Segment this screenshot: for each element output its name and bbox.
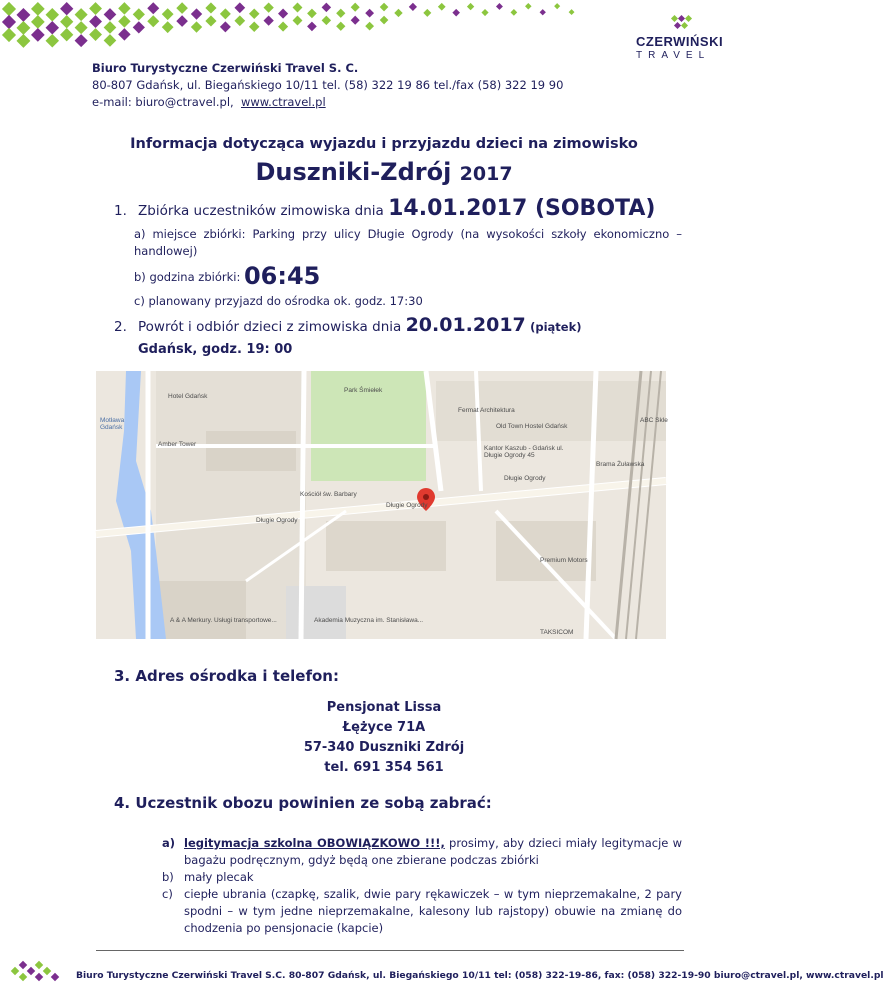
decorative-diamond — [89, 28, 102, 41]
decorative-diamond — [2, 2, 16, 16]
decorative-diamond — [511, 9, 518, 16]
map-label-akademia: Akademia Muzyczna im. Stanisława... — [314, 617, 424, 624]
decorative-diamond — [380, 3, 389, 12]
logo-diamond-icon — [662, 14, 702, 34]
decorative-diamond — [176, 2, 188, 14]
decorative-diamond — [104, 8, 117, 21]
decorative-diamond — [263, 15, 273, 25]
decorative-diamond — [351, 3, 360, 12]
section-3-heading: 3. Adres ośrodka i telefon: — [114, 667, 339, 685]
decorative-diamond — [46, 21, 60, 35]
list-item — [162, 869, 682, 886]
decorative-diamond — [394, 9, 402, 17]
meeting-point-map[interactable] — [96, 371, 666, 639]
decorative-diamond — [46, 34, 60, 48]
decorative-diamond — [46, 8, 60, 22]
decorative-diamond — [307, 9, 317, 19]
decorative-diamond — [2, 28, 16, 42]
resort-address — [0, 698, 768, 778]
decorative-diamond — [452, 9, 460, 17]
map-label-premium: Premium Motors — [540, 557, 588, 564]
decorative-diamond — [278, 22, 288, 32]
decorative-diamond — [380, 16, 389, 25]
section-1-date: 14.01.2017 (SOBOTA) — [388, 196, 656, 221]
decorative-diamond — [16, 34, 30, 48]
map-label-fermat: Fermat Architektura — [458, 407, 515, 414]
decorative-diamond — [351, 16, 360, 25]
section-2-text: Powrót i odbiór dzieci z zimowiska dnia — [138, 319, 402, 335]
logo-text-travel: TRAVEL — [636, 50, 711, 61]
map-label-kosciol: Kościół św. Barbary — [300, 491, 357, 498]
decorative-diamond — [176, 15, 188, 27]
decorative-diamond-pattern — [0, 0, 580, 46]
decorative-diamond — [263, 2, 273, 12]
list-item-text: mały plecak — [184, 870, 254, 884]
decorative-diamond — [162, 8, 174, 20]
decorative-diamond — [249, 8, 260, 19]
decorative-diamond — [147, 15, 159, 27]
decorative-diamond — [16, 8, 30, 22]
decorative-diamond — [75, 34, 88, 47]
decorative-diamond — [234, 2, 245, 13]
decorative-diamond — [118, 15, 130, 27]
return-place-time: Gdańsk, godz. 19: 00 — [138, 342, 293, 357]
decorative-diamond — [554, 3, 560, 9]
decorative-diamond — [31, 15, 45, 29]
map-label-brama: Brama Żuławska — [596, 461, 645, 468]
footer-divider — [96, 950, 684, 951]
list-item-text: ciepłe ubrania (czapkę, szalik, dwie pary rękawiczek – w tym nieprzemakalne, 2 pary spodni – w tym jedne nieprzemakalne, kalesony lub rajstopy) obuwie na zmianę do chodzenia po pensjonacie (kapcie) — [184, 887, 682, 935]
decorative-diamond — [89, 15, 102, 28]
section-1-number: 1. — [114, 203, 127, 219]
company-website-link[interactable]: www.ctravel.pl — [241, 95, 326, 109]
decorative-diamond — [365, 9, 374, 18]
decorative-diamond — [322, 3, 331, 12]
decorative-diamond — [336, 9, 345, 18]
decorative-diamond — [481, 9, 488, 16]
list-marker: c) — [162, 887, 173, 901]
decorative-diamond — [31, 2, 45, 16]
map-label-kantor: Kantor Kaszub - Gdańsk ul. Długie Ogrody 45 — [484, 445, 564, 459]
map-label-taksicom: TAKSICOM — [540, 629, 574, 636]
decorative-diamond — [220, 21, 231, 32]
decorative-diamond — [133, 21, 145, 33]
resort-street: Łężyce 71A — [342, 720, 426, 735]
decorative-diamond — [496, 3, 503, 10]
map-label-abc: ABC Skle — [640, 417, 668, 424]
decorative-diamond — [365, 22, 374, 31]
decorative-diamond — [104, 21, 117, 34]
map-label-dlugie-3: Długie Ogrody — [504, 475, 546, 482]
company-header — [92, 60, 563, 111]
meeting-time-value: 06:45 — [243, 262, 321, 290]
decorative-diamond — [322, 16, 331, 25]
decorative-diamond — [60, 2, 73, 15]
decorative-diamond — [234, 15, 245, 26]
decorative-diamond — [307, 22, 317, 32]
decorative-diamond — [293, 16, 303, 26]
decorative-diamond — [293, 3, 303, 13]
decorative-diamond — [118, 2, 130, 14]
map-label-hotel: Hotel Gdańsk — [168, 393, 208, 400]
decorative-diamond — [31, 28, 45, 42]
decorative-diamond — [336, 22, 345, 31]
map-label-merkury: A & A Merkury. Usługi transportowe... — [170, 617, 277, 624]
decorative-diamond — [118, 28, 130, 40]
map-label-park: Park Śmiełek — [344, 387, 383, 394]
logo-text-czerwinski: CZERWIŃSKI — [636, 34, 724, 49]
decorative-diamond — [205, 15, 216, 26]
decorative-diamond — [525, 3, 532, 10]
decorative-diamond — [249, 21, 260, 32]
decorative-diamond — [60, 28, 73, 41]
map-label-dlugie-2: Długie Ogrody — [256, 517, 298, 524]
meeting-place: a) miejsce zbiórki: Parking przy ulicy Długie Ogrody (na wysokości szkoły ekonomiczno – handlowej) — [134, 227, 682, 258]
resort-phone: tel. 691 354 561 — [324, 760, 444, 775]
page-title — [0, 158, 768, 186]
decorative-diamond — [438, 3, 446, 11]
map-label-oldtown: Old Town Hostel Gdańsk — [496, 423, 568, 430]
list-item — [162, 835, 682, 869]
section-1-heading — [114, 196, 655, 221]
decorative-diamond — [104, 34, 117, 47]
list-marker: a) — [162, 836, 176, 850]
meeting-time — [134, 262, 320, 290]
decorative-diamond — [162, 21, 174, 33]
decorative-diamond — [147, 2, 159, 14]
section-1-text: Zbiórka uczestników zimowiska dnia — [138, 203, 384, 219]
section-2-date: 20.01.2017 — [405, 314, 526, 336]
list-marker: b) — [162, 870, 174, 884]
section-2-heading — [114, 314, 581, 336]
decorative-diamond — [278, 9, 288, 19]
company-logo — [628, 14, 738, 62]
map-label-motlawa: Motława Gdańsk — [100, 417, 125, 431]
decorative-diamond — [467, 3, 474, 10]
decorative-diamond — [540, 9, 546, 15]
decorative-diamond — [89, 2, 102, 15]
decorative-diamond — [2, 15, 16, 29]
section-2-day: (piątek) — [530, 320, 582, 334]
decorative-diamond — [60, 15, 73, 28]
footer-diamond-icon — [6, 958, 66, 988]
meeting-time-label: b) godzina zbiórki: — [134, 270, 241, 284]
section-2-number: 2. — [114, 319, 127, 335]
footer-text: Biuro Turystyczne Czerwiński Travel S.C. 80-807 Gdańsk, ul. Biegańskiego 10/11 tel: (058) 322-19-86, fax: (058) 322-19-90 biuro@ctravel.pl, www.ctravel.pl — [76, 970, 884, 981]
decorative-diamond — [75, 8, 88, 21]
list-item-text: prosimy, aby dzieci miały legitymacje w bagażu podręcznym, gdyż będą one zbierane podczas zbiórki — [184, 836, 682, 867]
packing-list — [162, 835, 682, 937]
decorative-diamond — [191, 8, 202, 19]
resort-name: Pensjonat Lissa — [326, 700, 442, 715]
decorative-diamond — [191, 21, 202, 32]
decorative-diamond — [133, 8, 145, 20]
decorative-diamond — [205, 2, 216, 13]
company-email: e-mail: biuro@ctravel.pl, — [92, 95, 234, 109]
decorative-diamond — [569, 9, 575, 15]
resort-city: 57-340 Duszniki Zdrój — [303, 740, 465, 755]
planned-arrival: c) planowany przyjazd do ośrodka ok. godz. 17:30 — [134, 294, 423, 308]
decorative-diamond — [75, 21, 88, 34]
decorative-diamond — [16, 21, 30, 35]
map-label-dlugie-1: Długie Ogrody — [386, 502, 428, 509]
decorative-diamond — [423, 9, 431, 17]
title-place: Duszniki-Zdrój — [255, 158, 452, 186]
section-4-heading: 4. Uczestnik obozu powinien ze sobą zabrać: — [114, 794, 492, 812]
map-graphic — [96, 371, 666, 639]
decorative-diamond — [409, 3, 417, 11]
company-contact — [92, 94, 563, 111]
company-name: Biuro Turystyczne Czerwiński Travel S. C. — [92, 61, 359, 75]
intro-heading: Informacja dotycząca wyjazdu i przyjazdu dzieci na zimowisko — [130, 136, 638, 152]
list-item — [162, 886, 682, 937]
list-item-lead: legitymacja szkolna OBOWIĄZKOWO !!!, — [184, 836, 445, 850]
title-year: 2017 — [459, 163, 513, 185]
map-label-amber: Amber Tower — [158, 441, 197, 448]
company-address: 80-807 Gdańsk, ul. Biegańskiego 10/11 tel. (58) 322 19 86 tel./fax (58) 322 19 90 — [92, 78, 564, 92]
decorative-diamond — [220, 8, 231, 19]
